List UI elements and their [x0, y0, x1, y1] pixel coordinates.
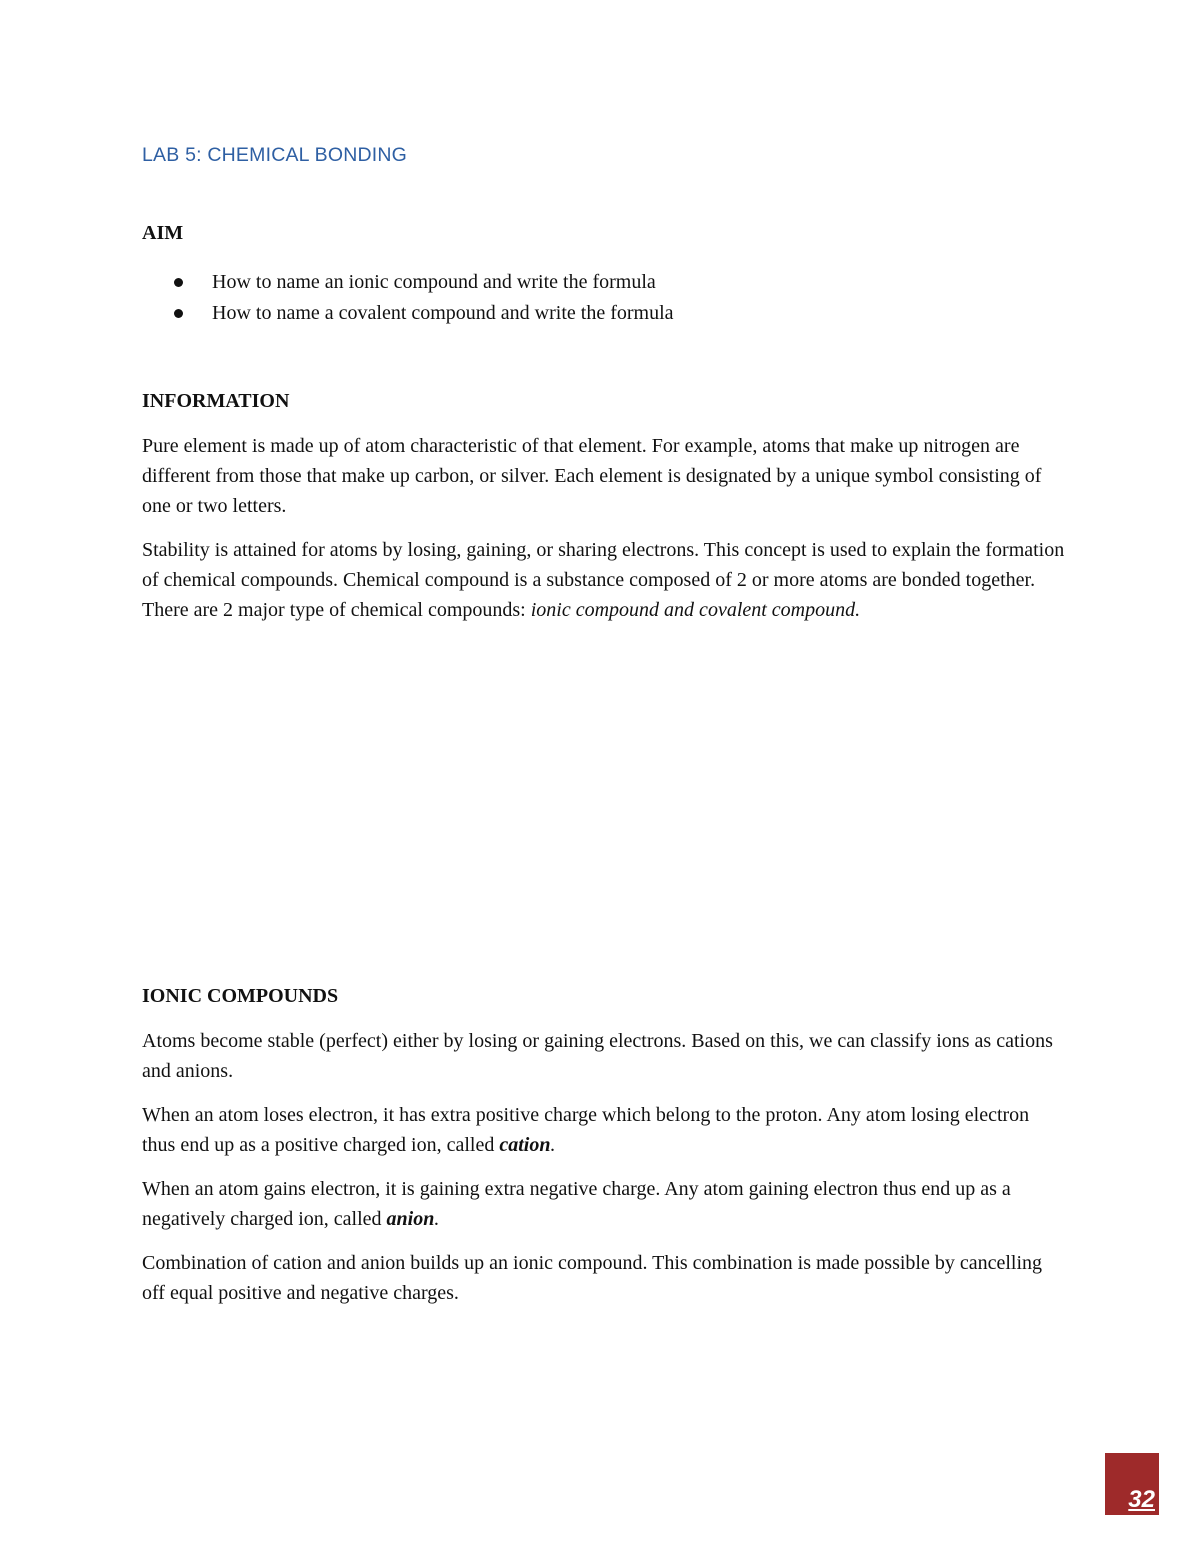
ionic-paragraph-1: Atoms become stable (perfect) either by losing or gaining electrons. Based on this, we can classify ions as cations and anions.	[142, 1030, 1053, 1082]
ionic-paragraph-3-text: When an atom gains electron, it is gaining extra negative charge. Any atom gaining electron thus end up as a negatively charged ion, called	[142, 1178, 1011, 1230]
ionic-paragraph-3	[142, 1174, 1067, 1234]
lab-title: LAB 5: CHEMICAL BONDING	[142, 144, 408, 166]
ionic-paragraph-2-text: When an atom loses electron, it has extra positive charge which belong to the proton. Any atom losing electron thus end up as a positive charged ion, called	[142, 1104, 1030, 1156]
information-paragraph-2-text: Stability is attained for atoms by losing, gaining, or sharing electrons. This concept is used to explain the formation of chemical compounds. Chemical compound is a substance composed of 2 or more atoms are bonded together. There are 2 major type of chemical compounds:	[142, 539, 1065, 621]
ionic-compounds-heading: IONIC COMPOUNDS	[142, 985, 339, 1007]
aim-item-text: How to name an ionic compound and write the formula	[212, 271, 656, 293]
cation-period: .	[550, 1134, 556, 1156]
cation-term: cation	[499, 1134, 551, 1156]
anion-period: .	[434, 1208, 440, 1230]
aim-list-item	[142, 268, 1102, 299]
aim-list-item	[142, 299, 1102, 330]
anion-term: anion	[386, 1208, 435, 1230]
aim-heading: AIM	[142, 222, 184, 244]
information-heading: INFORMATION	[142, 390, 290, 412]
ionic-paragraph-4: Combination of cation and anion builds up an ionic compound. This combination is made possible by cancelling off equal positive and negative charges.	[142, 1252, 1043, 1304]
bullet-icon	[174, 278, 183, 287]
page-number: 32	[1128, 1486, 1155, 1513]
information-paragraph-2	[142, 535, 1067, 625]
page-number-badge	[1105, 1453, 1159, 1515]
ionic-paragraph-2	[142, 1100, 1067, 1160]
information-paragraph-1: Pure element is made up of atom characteristic of that element. For example, atoms that make up nitrogen are different from those that make up carbon, or silver. Each element is designated by a unique symbol consisting of one or two letters.	[142, 435, 1042, 517]
bullet-icon	[174, 309, 183, 318]
compound-types-emphasis: ionic compound and covalent compound.	[530, 599, 861, 621]
aim-list	[142, 268, 1102, 330]
aim-item-text: How to name a covalent compound and write the formula	[212, 302, 674, 324]
